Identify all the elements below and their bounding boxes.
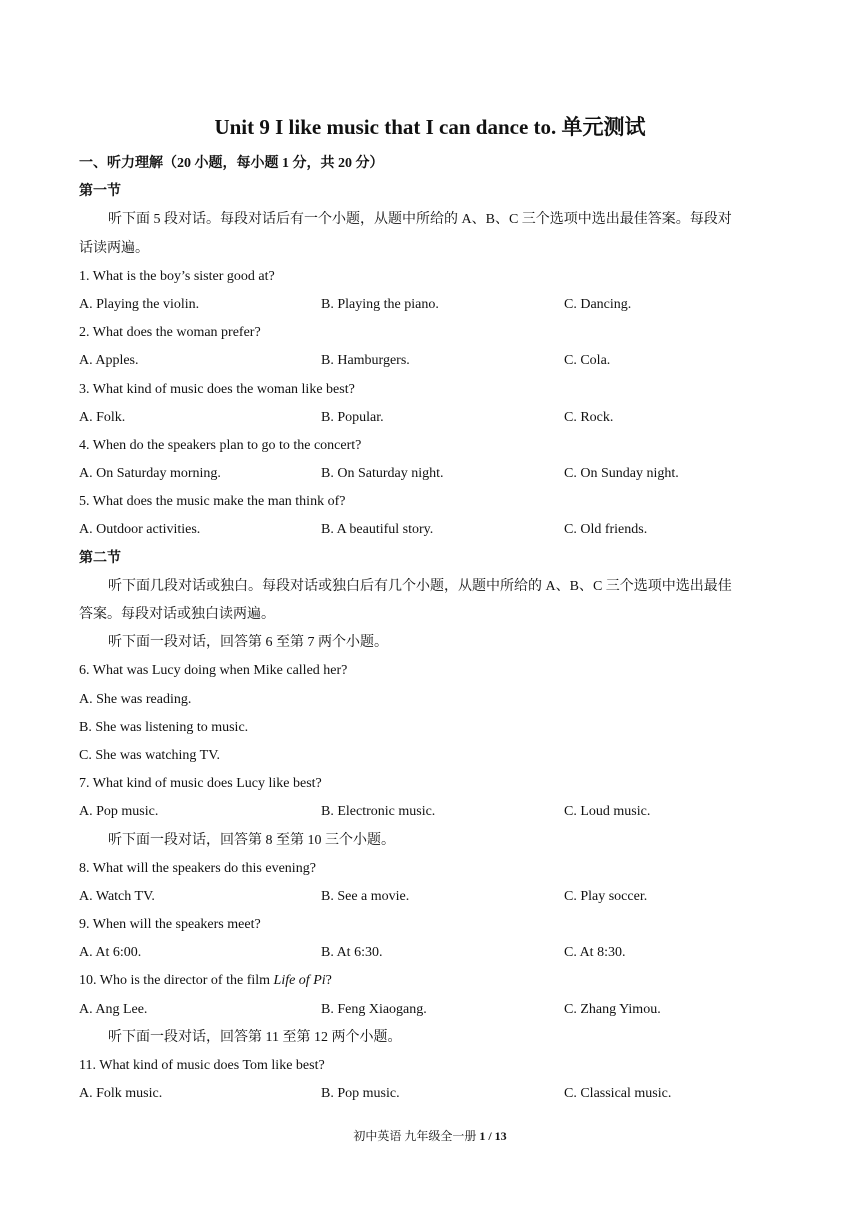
option-a: A. She was reading. bbox=[79, 691, 192, 707]
option-c: C. She was watching TV. bbox=[79, 747, 221, 763]
document-title: Unit 9 I like music that I can dance to. 单元测试 bbox=[214, 115, 646, 139]
question-prefix: 10. Who is the director of the film bbox=[79, 973, 274, 989]
option-c: C. Old friends. bbox=[564, 522, 648, 538]
option-b: B. Playing the piano. bbox=[321, 296, 439, 312]
option-c: C. Rock. bbox=[564, 409, 614, 425]
option-a: A. Watch TV. bbox=[79, 888, 155, 904]
option-b: B. Electronic music. bbox=[321, 804, 436, 820]
option-a: A. At 6:00. bbox=[79, 945, 142, 961]
question-text: 3. What kind of music does the woman like best? bbox=[79, 381, 355, 397]
question-options bbox=[79, 460, 789, 488]
option-b: B. On Saturday night. bbox=[321, 466, 444, 482]
option-a: A. Apples. bbox=[79, 353, 139, 369]
section2-label: 第二节 bbox=[79, 550, 121, 566]
question-text: 7. What kind of music does Lucy like best? bbox=[79, 776, 322, 792]
option-c: C. Play soccer. bbox=[564, 888, 648, 904]
section1-instruction-line1: 听下面 5 段对话。每段对话后有一个小题，从题中所给的 A、B、C 三个选项中选出最佳答案。每段对 bbox=[108, 212, 732, 228]
page-number: 1 / 13 bbox=[479, 1129, 507, 1143]
question-text: 2. What does the woman prefer? bbox=[79, 325, 261, 341]
subinstruction-q6-7: 听下面一段对话，回答第 6 至第 7 两个小题。 bbox=[108, 635, 388, 651]
question-text: 5. What does the music make the man think of? bbox=[79, 494, 346, 510]
option-c: C. Dancing. bbox=[564, 296, 632, 312]
question-options bbox=[79, 404, 789, 432]
option-b: B. Feng Xiaogang. bbox=[321, 1001, 427, 1017]
question-options bbox=[79, 1080, 789, 1108]
option-a: A. On Saturday morning. bbox=[79, 466, 221, 482]
option-b: B. Popular. bbox=[321, 409, 384, 425]
section1-label: 第一节 bbox=[79, 184, 121, 200]
question-text: 9. When will the speakers meet? bbox=[79, 917, 261, 933]
document-body bbox=[79, 150, 789, 1108]
question-options bbox=[79, 996, 789, 1024]
option-c: C. Loud music. bbox=[564, 804, 651, 820]
footer-label: 初中英语 九年级全一册 bbox=[353, 1129, 480, 1143]
option-b: B. A beautiful story. bbox=[321, 522, 434, 538]
section2-instruction-line2: 答案。每段对话或独白读两遍。 bbox=[79, 607, 275, 622]
option-b: B. Pop music. bbox=[321, 1086, 400, 1102]
question-text: 8. What will the speakers do this evening? bbox=[79, 860, 316, 876]
question-options bbox=[79, 883, 789, 911]
section2-instruction-line1: 听下面几段对话或独白。每段对话或独白后有几个小题，从题中所给的 A、B、C 三个选项中选出最佳 bbox=[108, 578, 732, 594]
option-a: A. Playing the violin. bbox=[79, 296, 200, 312]
part1-heading: 一、听力理解（20 小题，每小题 1 分，共 20 分） bbox=[79, 156, 384, 171]
option-b: B. Hamburgers. bbox=[321, 353, 410, 369]
question-options bbox=[79, 516, 789, 544]
option-b: B. She was listening to music. bbox=[79, 719, 249, 735]
option-a: A. Ang Lee. bbox=[79, 1001, 148, 1017]
film-title: Life of Pi bbox=[273, 973, 326, 989]
subinstruction-q11-12: 听下面一段对话，回答第 11 至第 12 两个小题。 bbox=[108, 1029, 402, 1045]
option-b: B. See a movie. bbox=[321, 888, 410, 904]
question-options bbox=[79, 798, 789, 826]
question-text: 1. What is the boy’s sister good at? bbox=[79, 268, 275, 284]
question-options bbox=[79, 347, 789, 375]
subinstruction-q8-10: 听下面一段对话，回答第 8 至第 10 三个小题。 bbox=[108, 832, 395, 848]
option-a: A. Folk. bbox=[79, 409, 126, 425]
option-c: C. Cola. bbox=[564, 353, 611, 369]
option-c: C. Zhang Yimou. bbox=[564, 1001, 661, 1017]
section1-instruction-line2: 话读两遍。 bbox=[79, 240, 149, 256]
option-c: C. At 8:30. bbox=[564, 945, 626, 961]
question-text: 4. When do the speakers plan to go to the concert? bbox=[79, 437, 362, 453]
question-options bbox=[79, 291, 789, 319]
question-text: 11. What kind of music does Tom like best? bbox=[79, 1058, 325, 1073]
option-a: A. Pop music. bbox=[79, 804, 159, 820]
option-a: A. Folk music. bbox=[79, 1086, 163, 1102]
question-text bbox=[79, 967, 789, 995]
question-text: 6. What was Lucy doing when Mike called her? bbox=[79, 663, 348, 679]
option-c: C. On Sunday night. bbox=[564, 466, 679, 482]
option-b: B. At 6:30. bbox=[321, 945, 383, 961]
page-footer bbox=[0, 1127, 860, 1145]
option-a: A. Outdoor activities. bbox=[79, 522, 201, 538]
option-c: C. Classical music. bbox=[564, 1086, 672, 1102]
question-suffix: ? bbox=[325, 973, 332, 989]
question-options bbox=[79, 939, 789, 967]
